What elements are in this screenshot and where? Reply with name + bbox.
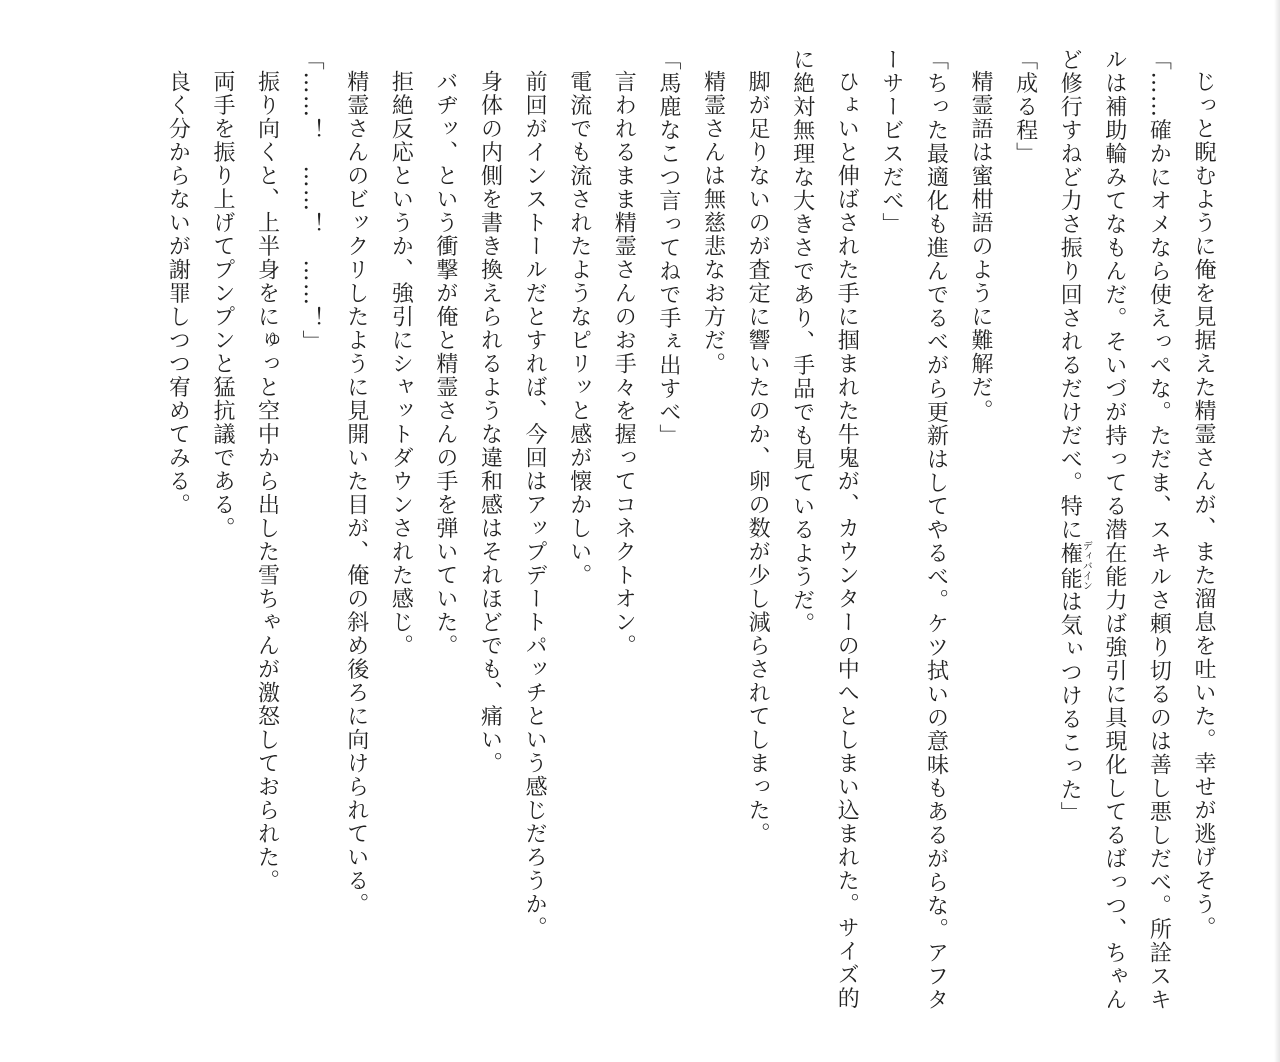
paragraph: バヂッ、という衝撃が俺と精霊さんの手を弾いていた。 bbox=[432, 70, 458, 658]
paragraph: 電流でも流されたようなピリッと感が懐かしい。 bbox=[566, 70, 592, 587]
paragraph: 前回がインストールだとすれば、今回はアップデートパッチという感じだろうか。 bbox=[522, 70, 548, 940]
paragraph-with-ruby bbox=[1047, 48, 1181, 1028]
paragraph: 両手を振り上げてプンプンと猛抗議である。 bbox=[209, 70, 235, 540]
paragraph: 精霊さんは無慈悲なお方だ。 bbox=[700, 70, 726, 376]
paragraph: 振り向くと、上半身をにゅっと空中から出した雪ちゃんが激怒しておられた。 bbox=[254, 70, 280, 893]
paragraph: 拒絶反応というか、強引にシャットダウンされた感じ。 bbox=[388, 70, 414, 658]
paragraph: 精霊語は蜜柑語のように難解だ。 bbox=[968, 70, 994, 423]
paragraph: 「成る程」 bbox=[1012, 48, 1038, 166]
paragraph: ひょいと伸ばされた手に掴まれた牛鬼が、カウンターの中へとしまい込まれた。サイズ的に絶対無理な大きさであり、手品でも見ているようだ。 bbox=[789, 48, 860, 1010]
ruby-annotation bbox=[1057, 540, 1092, 591]
vertical-text-body bbox=[155, 48, 1225, 1028]
paragraph: 脚が足りないのが査定に響いたのか、卵の数が少し減らされてしまった。 bbox=[745, 70, 771, 846]
paragraph: 「ちった最適化も進んでるべがら更新はしてやるべ。ケツ拭いの意味もあるがらな。アフターサービスだべ」 bbox=[878, 48, 949, 1012]
paragraph-segment: 「……確かにオメなら使えっぺな。ただま、スキルさ頼り切るのは善し悪しだべ。所詮スキルは補助輪みてなもんだ。そいづが持ってる潜在能力ば強引に具現化してるばっつ、ちゃんど修行すねど力さ振り回されるだけだべ。特に bbox=[1057, 48, 1172, 1012]
paragraph: 身体の内側を書き換えられるような違和感はそれほどでも、痛い。 bbox=[477, 70, 503, 775]
paragraph: じっと睨むように俺を見据えた精霊さんが、また溜息を吐いた。幸せが逃げそう。 bbox=[1191, 70, 1216, 940]
page-edge-shadow bbox=[1274, 0, 1280, 1062]
paragraph: 良く分からないが謝罪しつつ宥めてみる。 bbox=[165, 70, 191, 517]
ruby-text: ディバイン bbox=[1080, 540, 1092, 591]
paragraph: 「……！ ……！ ……！」 bbox=[299, 48, 325, 354]
paragraph-segment: は気ぃつけるこった」 bbox=[1057, 590, 1083, 825]
paragraph: 「馬鹿なこつ言ってねで手ぇ出すべ」 bbox=[655, 48, 681, 448]
paragraph: 精霊さんのビックリしたように見開いた目が、俺の斜め後ろに向けられている。 bbox=[343, 70, 369, 916]
paragraph: 言われるまま精霊さんのお手々を握ってコネクトオン。 bbox=[611, 70, 637, 658]
ruby-base: 権能 bbox=[1057, 540, 1083, 591]
